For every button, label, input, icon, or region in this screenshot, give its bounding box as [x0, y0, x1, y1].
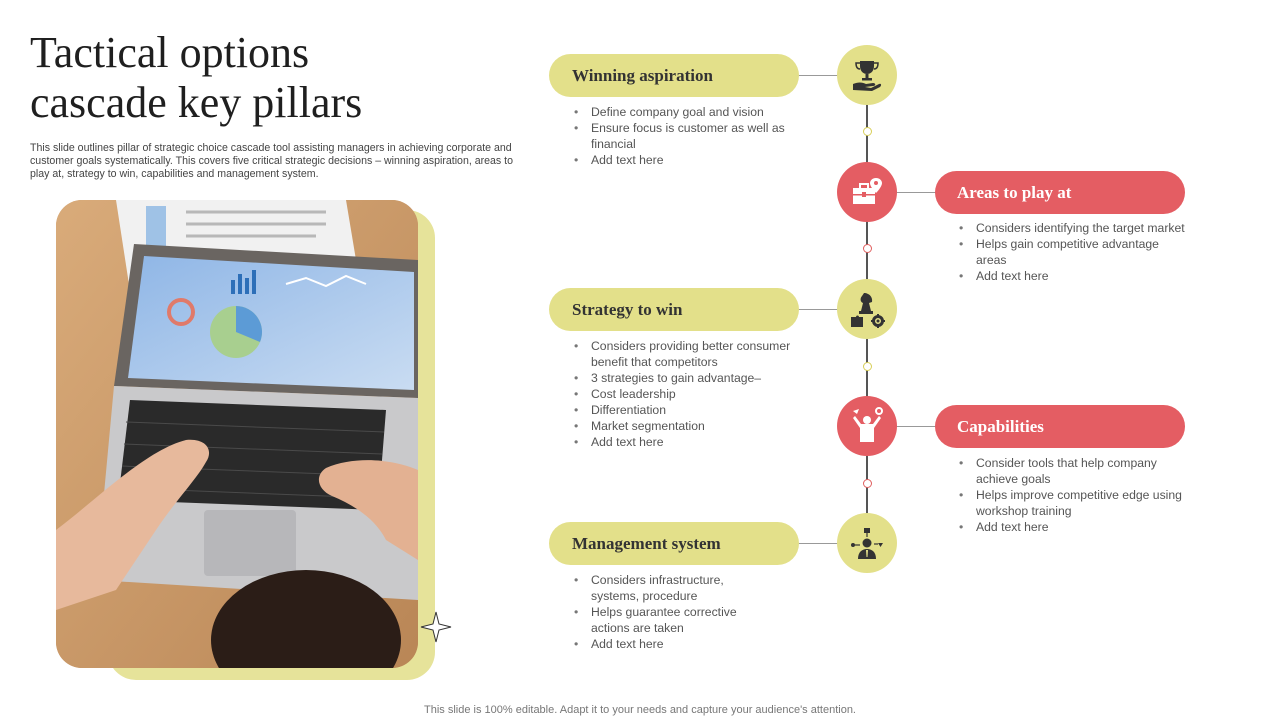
list-item: • 3 strategies to gain advantage– — [571, 370, 821, 386]
list-item: • Helps gain competitive advantage areas — [956, 236, 1186, 268]
chess-puzzle-gear-icon — [847, 289, 887, 329]
pillar-circle-winning-aspiration — [837, 45, 897, 105]
footer-note: This slide is 100% editable. Adapt it to your needs and capture your audience's attention. — [424, 704, 856, 716]
list-item: • Add text here — [571, 434, 821, 450]
list-item: • Add text here — [571, 152, 791, 168]
bullets-strategy-to-win — [571, 338, 821, 450]
manager-network-icon — [847, 523, 887, 563]
pill-areas-to-play-at: Areas to play at — [935, 171, 1185, 214]
list-item: • Differentiation — [571, 402, 821, 418]
bullets-capabilities — [956, 455, 1186, 535]
slide-title: Tactical options cascade key pillars — [30, 28, 363, 127]
pill-strategy-to-win: Strategy to win — [549, 288, 799, 331]
list-item: • Cost leadership — [571, 386, 821, 402]
bullets-areas-to-play-at — [956, 220, 1186, 284]
person-skills-icon — [847, 406, 887, 446]
list-item: • Considers infrastructure, systems, procedure — [571, 572, 771, 604]
timeline-dot — [863, 244, 872, 253]
timeline-dot — [863, 362, 872, 371]
connector-line — [798, 543, 838, 544]
list-item: • Add text here — [956, 268, 1186, 284]
list-item: • Considers providing better consumer benefit that competitors — [571, 338, 821, 370]
pillar-circle-management-system — [837, 513, 897, 573]
timeline-dot — [863, 479, 872, 488]
connector-line — [896, 426, 936, 427]
list-item: • Helps guarantee corrective actions are taken — [571, 604, 771, 636]
pillar-circle-capabilities — [837, 396, 897, 456]
list-item: • Add text here — [956, 519, 1186, 535]
connector-line — [798, 75, 838, 76]
slide-description: This slide outlines pillar of strategic choice cascade tool assisting managers in achieving corporate and customer goals systematically. This covers five critical strategic decisions – winning aspiration, areas to play at, strategy to win, capabilities and management system. — [30, 142, 513, 180]
timeline-dot — [863, 127, 872, 136]
list-item: • Market segmentation — [571, 418, 821, 434]
connector-line — [798, 309, 838, 310]
sparkle-star-icon — [420, 611, 452, 643]
pill-management-system: Management system — [549, 522, 799, 565]
list-item: • Consider tools that help company achieve goals — [956, 455, 1186, 487]
list-item: • Add text here — [571, 636, 771, 652]
list-item: • Ensure focus is customer as well as financial — [571, 120, 791, 152]
bullets-winning-aspiration — [571, 104, 791, 168]
pillar-circle-areas-to-play-at — [837, 162, 897, 222]
bullets-management-system — [571, 572, 771, 652]
list-item: • Considers identifying the target market — [956, 220, 1186, 236]
connector-line — [896, 192, 936, 193]
list-item: • Helps improve competitive edge using workshop training — [956, 487, 1186, 519]
briefcase-location-icon — [849, 174, 885, 210]
list-item: • Define company goal and vision — [571, 104, 791, 120]
pill-winning-aspiration: Winning aspiration — [549, 54, 799, 97]
laptop-photo — [56, 200, 418, 668]
trophy-hand-icon — [850, 58, 884, 92]
pill-capabilities: Capabilities — [935, 405, 1185, 448]
pillar-circle-strategy-to-win — [837, 279, 897, 339]
